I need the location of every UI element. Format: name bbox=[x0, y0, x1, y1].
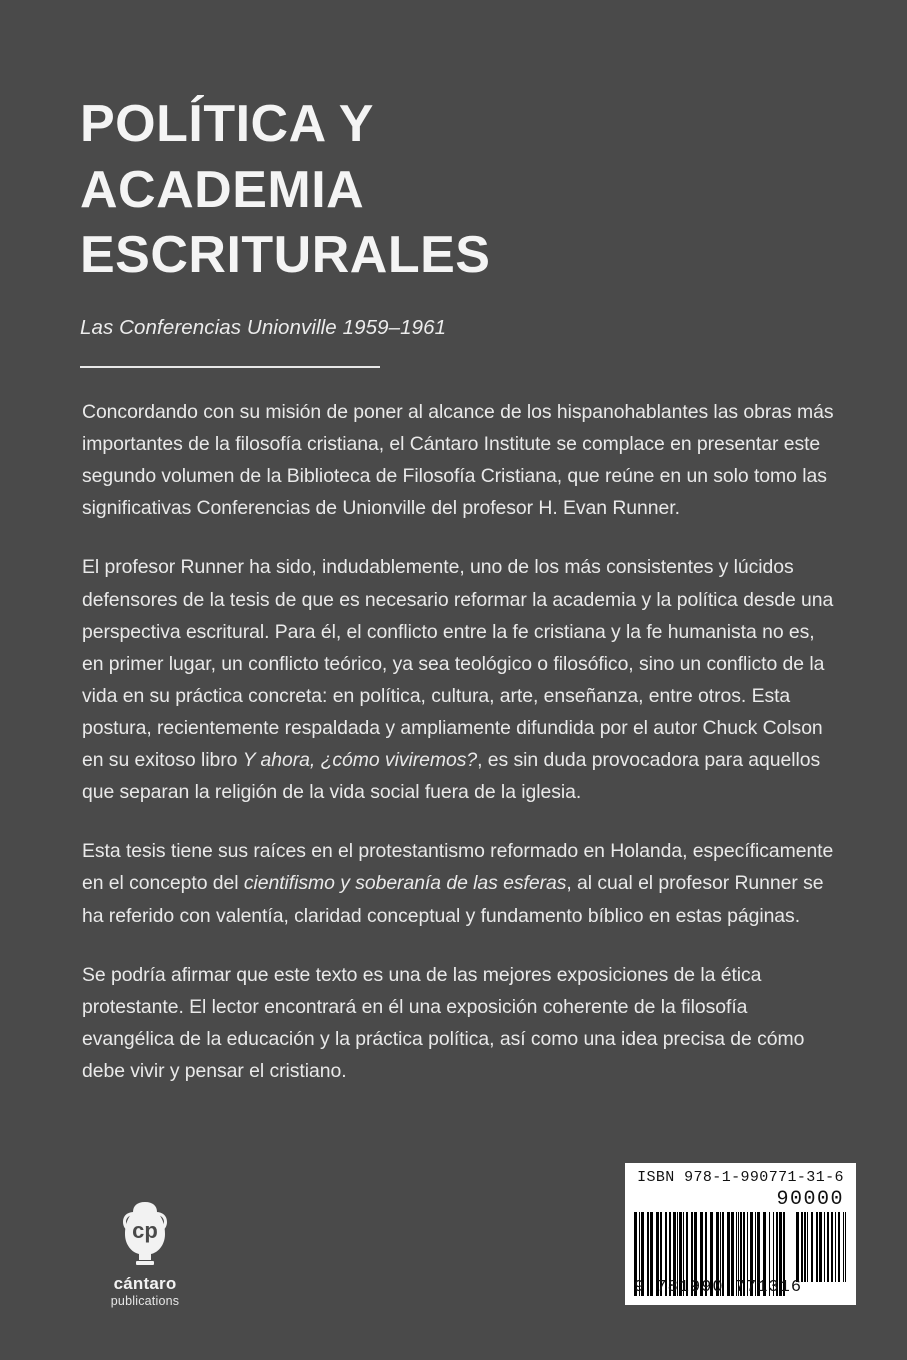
divider-rule bbox=[80, 366, 380, 368]
title-block bbox=[80, 92, 840, 368]
title-line-3: ESCRITURALES bbox=[80, 226, 491, 285]
amphora-icon bbox=[115, 1196, 175, 1268]
barcode-addon-bars bbox=[796, 1212, 847, 1282]
blurb-text bbox=[82, 396, 834, 1087]
blurb-paragraph-3 bbox=[82, 835, 834, 931]
barcode-isbn-label: ISBN 978-1-990771-31-6 bbox=[637, 1169, 844, 1186]
blurb-paragraph-2 bbox=[82, 551, 834, 808]
blurb-p3-concept: cientifismo y soberanía de las esferas bbox=[243, 872, 567, 895]
barcode-addon-digits: 90000 bbox=[776, 1188, 844, 1211]
blurb-p2-part1: El profesor Runner ha sido, indudablemente, uno de los más consistentes y lúcidos defensores de la tesis de que es necesario reformar la academia y la política desde una perspectiva escritural. Para él, el conflicto entre la fe cristiana y la fe humanista no es, en primer lugar, un conflicto teórico, ya sea teológico o filosófico, sino un conflicto de la vida en su práctica concreta: en política, cultura, arte, enseñanza, entre otros. Esta postura, recientemente respaldada y ampliamente difundida por el autor Chuck Colson en su exitoso libro bbox=[82, 556, 834, 772]
blurb-p3-part1: Esta tesis tiene sus raíces en el protestantismo reformado en Holanda, específicamente en el concepto del bbox=[82, 840, 834, 895]
barcode-ean-digits: 9 781990 771316 bbox=[634, 1278, 803, 1297]
book-subtitle: Las Conferencias Unionville 1959–1961 bbox=[80, 315, 447, 339]
blurb-p3-part2: , al cual el profesor Runner se ha referido con valentía, claridad conceptual y fundamento bíblico en estas páginas. bbox=[82, 872, 824, 927]
publisher-kind: publications bbox=[110, 1293, 180, 1308]
publisher-logo bbox=[80, 1196, 210, 1309]
title-line-2: ACADEMIA bbox=[80, 160, 365, 219]
page-title bbox=[80, 92, 840, 289]
blurb-p2-book-title: Y ahora, ¿cómo viviremos? bbox=[242, 749, 478, 772]
blurb-p2-part2: , es sin duda provocadora para aquellos que separan la religión de la vida social fuera de la iglesia. bbox=[82, 749, 821, 804]
blurb-paragraph-1: Concordando con su misión de poner al alcance de los hispanohablantes las obras más importantes de la filosofía cristiana, el Cántaro Institute se complace en presentar este segundo volumen de la Biblioteca de Filosofía Cristiana, que reúne en un solo tomo las significativas Conferencias de Unionville del profesor H. Evan Runner. bbox=[82, 401, 834, 520]
publisher-name: cántaro bbox=[113, 1274, 177, 1293]
title-line-1: POLÍTICA Y bbox=[80, 95, 374, 153]
blurb-paragraph-4: Se podría afirmar que este texto es una de las mejores exposiciones de la ética protestante. El lector encontrará en él una exposición coherente de la filosofía evangélica de la educación y la práctica política, así como una idea precisa de cómo debe vivir y pensar el cristiano. bbox=[82, 963, 805, 1082]
barcode bbox=[625, 1163, 856, 1305]
